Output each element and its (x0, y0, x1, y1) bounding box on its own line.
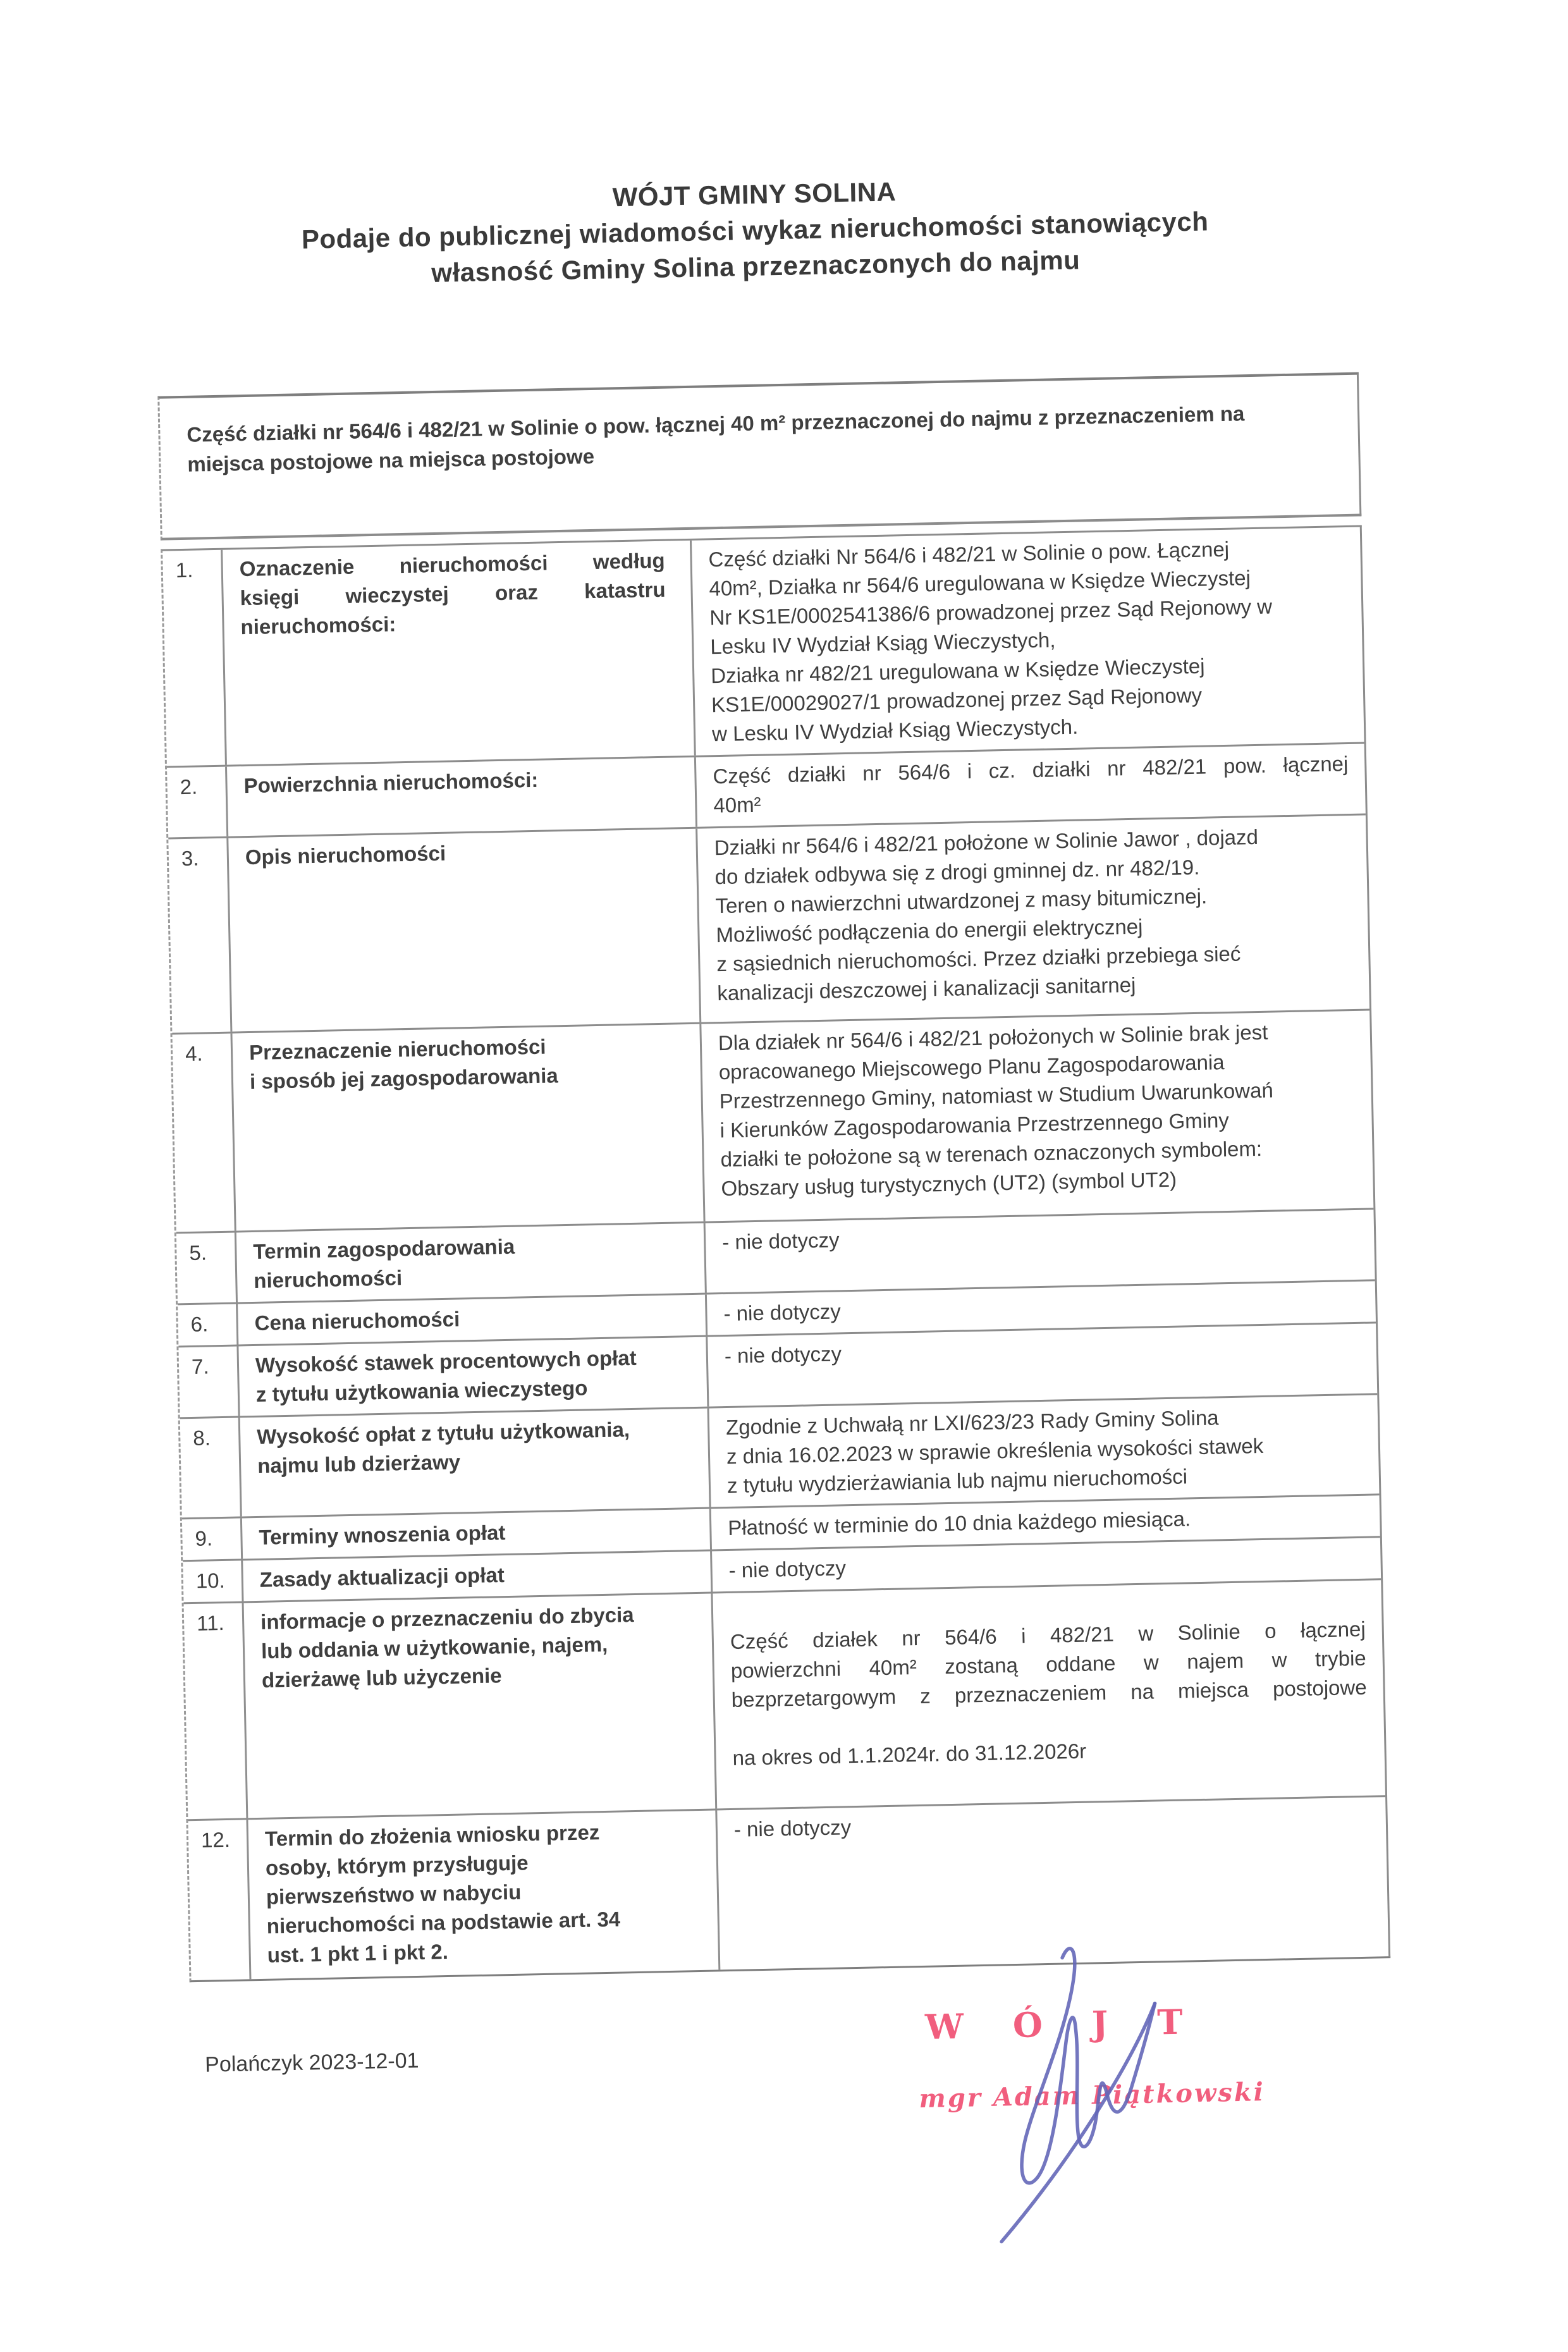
stamp-office-title: WÓJT (924, 2000, 1233, 2047)
table-row (168, 816, 1369, 1035)
title-line-announcement: Podaje do publicznej wiadomości wykaz nieruchomości stanowiących (301, 206, 1209, 255)
row-value: Zgodnie z Uchwałą nr LXI/623/23 Rady Gminy Solina z dnia 16.02.2023 w sprawie określenia wysokości stawek z tytułu wydzierżawiania lub najmu nieruchomości (725, 1406, 1264, 1497)
row-label: Oznaczenie nieruchomości według księgi wieczystej oraz katastru nieruchomości: (223, 541, 696, 765)
row-label: Wysokość opłat z tytułu użytkowania, najmu lub dzierżawy (240, 1409, 711, 1517)
row-value: Dla działek nr 564/6 i 482/21 położonych w Solinie brak jest opracowanego Miejscowego Planu Zagospodarowania Przestrzennego Gminy, natomiast w Studium Uwarunkowań i Kierunków Zagospodarowania Przestrzennego Gminy działki te położone są w terenach oznaczonych symbolem: Obszary usług turystycznych (UT2) (symbol UT2) (718, 1020, 1274, 1201)
row-number: 9. (182, 1518, 243, 1560)
row-value: - nie dotyczy (728, 1556, 847, 1582)
document-footer (190, 1958, 1398, 2349)
row-label: Cena nieruchomości (238, 1295, 707, 1345)
table-row (188, 1797, 1388, 1980)
row-value: - nie dotyczy (724, 1342, 842, 1368)
row-label: Termin zagospodarowania nieruchomości (236, 1223, 707, 1302)
mayor-stamp (917, 2000, 1266, 2114)
document-title (154, 164, 1357, 297)
title-line-subject: własność Gminy Solina przeznaczonych do najmu (431, 245, 1081, 288)
row-label: Termin do złożenia wniosku przez osoby, którym przysługuje pierwszeństwo w nabyciu nieruchomości na podstawie art. 34 ust. 1 pkt 1 i pkt 2. (248, 1810, 720, 1979)
row-number: 7. (178, 1346, 240, 1417)
title-line-authority: WÓJT GMINY SOLINA (612, 176, 897, 212)
row-label: Opis nieruchomości (228, 829, 701, 1032)
row-number: 6. (178, 1304, 238, 1345)
row-number: 12. (188, 1820, 251, 1980)
row-label: Terminy wnoszenia opłat (242, 1509, 712, 1559)
row-number: 8. (180, 1418, 242, 1517)
table-row (172, 1010, 1373, 1234)
row-number: 1. (162, 550, 227, 766)
row-number: 11. (184, 1603, 248, 1819)
row-value (713, 1580, 1385, 1808)
row-value: Część działki nr 564/6 i cz. działki nr 482/21 pow. łącznej 40m² (713, 752, 1349, 818)
table-row (162, 527, 1364, 768)
row-value: - nie dotyczy (721, 1228, 840, 1254)
row-value: Część działki Nr 564/6 i 482/21 w Solinie o pow. Łącznej 40m², Działka nr 564/6 uregulowana w Księdze Wieczystej Nr KS1E/0002541386/6 prowadzonej przez Sąd Rejonowy w Lesku IV Wydział Ksiąg Wieczystych, Działka nr 482/21 uregulowana w Księdze Wieczystej KS1E/00029027/1 prowadzonej przez Sąd Rejonowy w Lesku IV Wydział Ksiąg Wieczystych. (708, 537, 1273, 746)
row-number: 10. (183, 1560, 243, 1602)
row-label: informacje o przeznaczeniu do zbycia lub oddania w użytkowanie, najem, dzierżawę lub użyczenie (244, 1593, 718, 1818)
row-number: 3. (168, 838, 232, 1033)
row-value: - nie dotyczy (733, 1815, 852, 1841)
table-row (184, 1580, 1386, 1821)
row-value-last-line: na okres od 1.1.2024r. do 31.12.2026r (732, 1739, 1087, 1770)
row-label: Powierzchnia nieruchomości: (227, 757, 697, 836)
row-number: 2. (167, 767, 228, 838)
row-value: Działki nr 564/6 i 482/21 położone w Solinie Jawor , dojazd do działek odbywa się z drogi gminnej dz. nr 482/19. Teren o nawierzchni utwardzonej z masy bitumicznej. Możliwość podłączenia do energii elektrycznej z sąsiednich nieruchomości. Przez działki przebiega sieć kanalizacji deszczowej i kanalizacji sanitarnej (714, 824, 1259, 1005)
row-value: - nie dotyczy (723, 1299, 842, 1326)
place-and-date: Polańczyk 2023-12-01 (204, 2048, 419, 2077)
row-value-justified-lines: Część działek nr 564/6 i 482/21 w Solinie o łącznej powierzchni 40m² zostaną oddane w najem w trybie bezprzetargowym z przeznaczeniem na miejsca postojowe (730, 1617, 1367, 1712)
row-label: Zasady aktualizacji opłat (243, 1551, 713, 1601)
notice-summary-box: Część działki nr 564/6 i 482/21 w Solinie o pow. łącznej 40 m² przeznaczonej do najmu z przeznaczeniem na miejsca postojowe na miejsca postojowe (157, 372, 1361, 541)
property-details-table (161, 525, 1390, 1983)
stamp-person-name: mgr Adam Piątkowski (919, 2077, 1266, 2114)
row-number: 4. (172, 1034, 236, 1232)
row-value: Płatność w terminie do 10 dnia każdego miesiąca. (727, 1507, 1191, 1540)
row-label: Przeznaczenie nieruchomości i sposób jej zagospodarowania (232, 1024, 705, 1231)
row-number: 5. (176, 1232, 238, 1303)
row-label: Wysokość stawek procentowych opłat z tytułu użytkowania wieczystego (238, 1337, 709, 1416)
